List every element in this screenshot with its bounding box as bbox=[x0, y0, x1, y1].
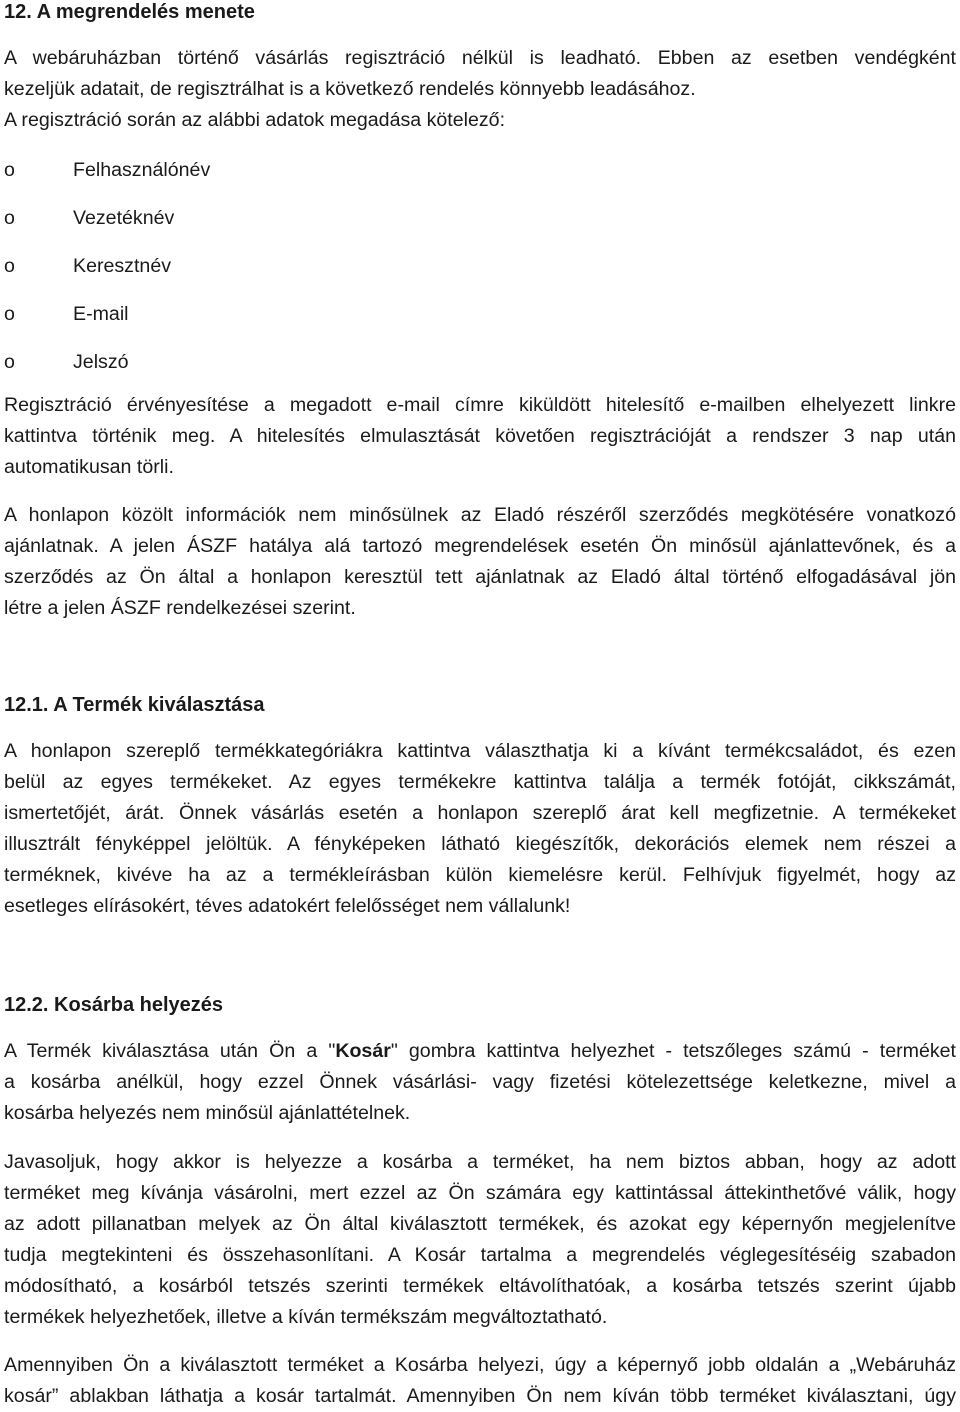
text-line: szerződés az Ön által a honlapon keresztül tett ajánlatnak az Eladó által történő elfogadásával jön bbox=[4, 566, 956, 588]
text-line: Amennyiben Ön a kiválasztott terméket a Kosárba helyezi, úgy a képernyő jobb oldalán a „Webáruház bbox=[4, 1354, 956, 1376]
text-line: A honlapon szereplő termékkategóriákra kattintva választhatja ki a kívánt termékcsaládot, és ezen bbox=[4, 740, 956, 762]
list-item-text: Felhasználónév bbox=[73, 159, 211, 181]
paragraph-cart-advice bbox=[4, 1147, 956, 1333]
list-item-text: Vezetéknév bbox=[73, 207, 175, 229]
text-line bbox=[4, 1036, 956, 1067]
text-line: kosár” ablakban láthatja a kosár tartalmát. Amennyiben Ön nem kíván több terméket kiválasztani, úgy bbox=[4, 1385, 956, 1407]
text-line: A webáruházban történő vásárlás regisztráció nélkül is leadható. Ebben az esetben vendégként bbox=[4, 47, 956, 69]
text-line: ismertetőjét, árát. Önnek vásárlás esetén a honlapon szereplő árat kell megfizetnie. A termékeket bbox=[4, 802, 956, 824]
text-line: belül az egyes termékeket. Az egyes termékekre kattintva találja a termék fotóját, cikkszámát, bbox=[4, 771, 956, 793]
text-line: a kosárba anélkül, hogy ezzel Önnek vásárlási- vagy fizetési kötelezettsége keletkezne, mivel a bbox=[4, 1071, 956, 1093]
bullet-marker: o bbox=[4, 255, 15, 277]
text-line: Javasoljuk, hogy akkor is helyezze a kosárba a terméket, ha nem biztos abban, hogy az adott bbox=[4, 1151, 956, 1173]
text-line: tudja megtekinteni és összehasonlítani. A Kosár tartalma a megrendelés véglegesítéséig szabadon bbox=[4, 1244, 956, 1266]
text-line: illusztrált fényképpel jelöltük. A fényképeken látható kiegészítők, dekorációs elemek nem részei a bbox=[4, 833, 956, 855]
text-line: kezeljük adatait, de regisztrálhat is a következő rendelés könnyebb leadásához. bbox=[4, 78, 696, 100]
text-line: ajánlatnak. A jelen ÁSZF hatálya alá tartozó megrendelések esetén Ön minősül ajánlattevőnek, és a bbox=[4, 535, 956, 557]
bullet-marker: o bbox=[4, 159, 15, 181]
text-run: A Termék kiválasztása után Ön a " bbox=[4, 1040, 336, 1062]
text-line: kosárba helyezés nem minősül ajánlattételnek. bbox=[4, 1102, 411, 1124]
bullet-marker: o bbox=[4, 207, 15, 229]
section-heading-ordering-process: 12. A megrendelés menete bbox=[4, 1, 255, 23]
text-line: termékek helyezhetőek, illetve a kíván termékszám megváltoztatható. bbox=[4, 1306, 608, 1328]
list-item-text: E-mail bbox=[73, 303, 129, 325]
paragraph-add-to-cart bbox=[4, 1036, 956, 1129]
text-line: létre a jelen ÁSZF rendelkezései szerint. bbox=[4, 597, 356, 619]
text-line: kattintva történik meg. A hitelesítés elmulasztását követően regisztrációját a rendszer 3 nap után bbox=[4, 425, 956, 447]
list-item-text: Jelszó bbox=[73, 351, 129, 373]
text-line: az adott pillanatban melyek az Ön által kiválasztott termékek, és azokat egy képernyőn megjelenítve bbox=[4, 1213, 956, 1235]
paragraph-registration-validation bbox=[4, 390, 956, 483]
subsection-heading-product-selection: 12.1. A Termék kiválasztása bbox=[4, 694, 265, 716]
text-line: automatikusan törli. bbox=[4, 456, 174, 478]
bullet-marker: o bbox=[4, 351, 15, 373]
paragraph-intro bbox=[4, 43, 956, 136]
paragraph-information-notice bbox=[4, 500, 956, 624]
paragraph-cart-window bbox=[4, 1350, 956, 1412]
list-item-text: Keresztnév bbox=[73, 255, 172, 277]
text-line: terméket meg kívánja vásárolni, mert ezzel az Ön számára egy kattintással áttekinthetővé válik, hogy bbox=[4, 1182, 956, 1204]
text-line: A honlapon közölt információk nem minősülnek az Eladó részéről szerződés megkötésére vonatkozó bbox=[4, 504, 956, 526]
text-run: " gombra kattintva helyezhet - tetszőleges számú - terméket bbox=[390, 1040, 956, 1062]
text-line: terméknek, kivéve ha az a termékleírásban külön kiemelésre kerül. Felhívjuk figyelmét, hogy az bbox=[4, 864, 956, 886]
text-line: A regisztráció során az alábbi adatok megadása kötelező: bbox=[4, 109, 506, 131]
text-line: esetleges elírásokért, téves adatokért felelősséget nem vállalunk! bbox=[4, 895, 571, 917]
paragraph-product-selection bbox=[4, 736, 956, 922]
subsection-heading-add-to-cart: 12.2. Kosárba helyezés bbox=[4, 994, 224, 1016]
cart-term-bold: Kosár bbox=[335, 1040, 391, 1062]
text-line: Regisztráció érvényesítése a megadott e-mail címre kiküldött hitelesítő e-mailben elhelyezett linkre bbox=[4, 394, 956, 416]
bullet-marker: o bbox=[4, 303, 15, 325]
text-line: módosítható, a kosárból tetszés szerinti termékek eltávolíthatóak, a kosárba tetszés szerint újabb bbox=[4, 1275, 956, 1297]
